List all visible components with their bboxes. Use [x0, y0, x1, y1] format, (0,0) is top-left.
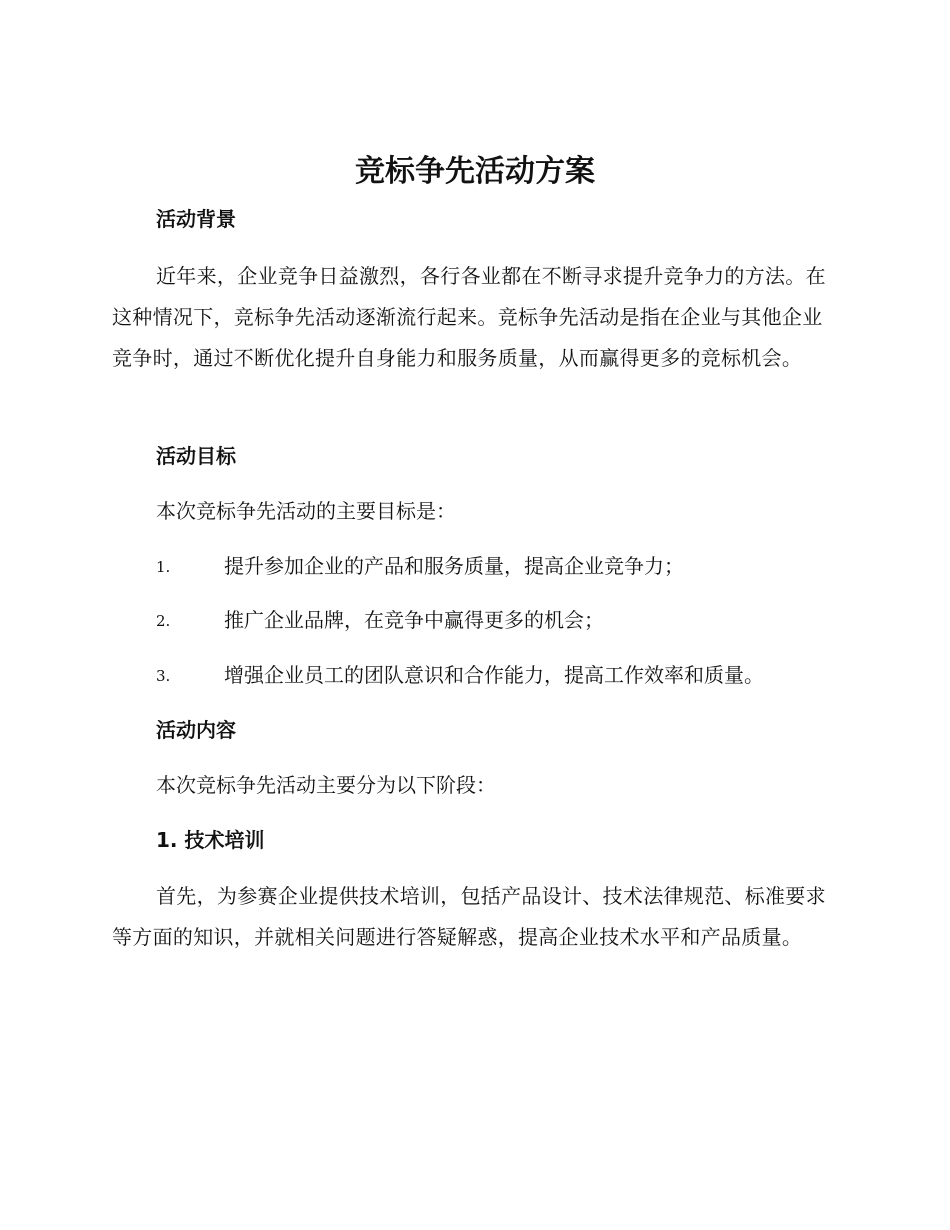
section-heading-goals: 活动目标	[156, 444, 236, 468]
list-number: 1.	[156, 558, 171, 576]
goals-intro: 本次竞标争先活动的主要目标是：	[156, 499, 456, 523]
list-text: 推广企业品牌，在竞争中赢得更多的机会；	[224, 608, 604, 632]
stage-heading-training: 1. 技术培训	[156, 828, 265, 852]
list-text: 提升参加企业的产品和服务质量，提高企业竞争力；	[224, 554, 684, 578]
training-paragraph: 首先，为参赛企业提供技术培训，包括产品设计、技术法律规范、标准要求等方面的知识，并就相关问题进行答疑解惑，提高企业技术水平和产品质量。	[112, 884, 826, 949]
list-text: 增强企业员工的团队意识和合作能力，提高工作效率和质量。	[224, 663, 764, 687]
content-intro: 本次竞标争先活动主要分为以下阶段：	[156, 773, 496, 797]
background-paragraph: 近年来，企业竞争日益激烈，各行各业都在不断寻求提升竞争力的方法。在这种情况下，竞标争先活动逐渐流行起来。竞标争先活动是指在企业与其他企业竞争时，通过不断优化提升自身能力和服务质量，从而赢得更多的竞标机会。	[112, 264, 826, 370]
document-title: 竞标争先活动方案	[355, 154, 595, 189]
list-number: 2.	[156, 612, 171, 630]
list-number: 3.	[156, 667, 171, 685]
goal-list-item	[156, 551, 856, 581]
section-heading-content: 活动内容	[156, 718, 236, 742]
section-heading-background: 活动背景	[156, 207, 236, 231]
goal-list-item	[156, 660, 856, 690]
goal-list-item	[156, 605, 856, 635]
